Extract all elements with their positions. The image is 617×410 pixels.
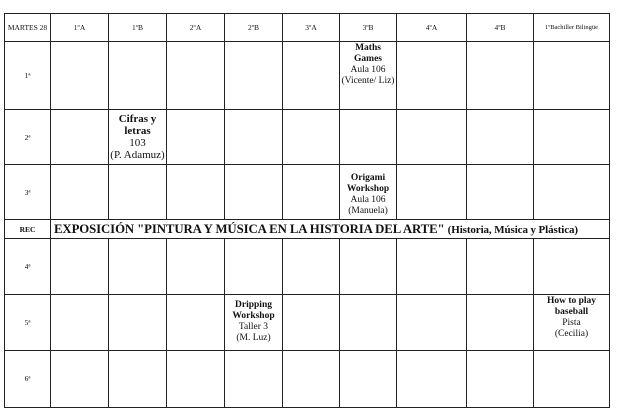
slot [283,110,340,165]
group-header: 3ºA [283,14,340,42]
slot [167,42,225,110]
group-header: 1ºB [109,14,167,42]
slot [51,294,109,350]
slot [534,42,610,110]
slot [467,42,534,110]
slot [283,350,340,407]
event-title: How to play baseball [546,295,597,317]
slot [167,110,225,165]
slot [109,294,167,350]
period-label: 1ª [5,42,51,110]
slot [467,350,534,407]
slot [467,238,534,294]
event-title: Dripping Workshop [232,300,275,322]
period-label: 6ª [5,350,51,407]
group-header: 2ºA [167,14,225,42]
period-label: 2ª [5,110,51,165]
period-label: 5ª [5,294,51,350]
period-row [5,165,610,220]
period-row [5,238,610,294]
group-header: 1ºBachiller Bilingüe [534,14,610,42]
slot [340,294,397,350]
event-location: 103 [129,137,146,150]
slot [534,238,610,294]
slot [397,42,467,110]
slot [109,165,167,220]
slot [397,350,467,407]
event-baseball [534,294,610,350]
event-origami [340,165,397,220]
slot [109,42,167,110]
rec-banner-subjects: (Historia, Música y Plástica) [447,223,578,236]
slot [167,165,225,220]
slot [225,350,283,407]
event-cifras-letras [109,110,167,165]
group-header: 4ºA [397,14,467,42]
slot [225,42,283,110]
slot [467,165,534,220]
period-row [5,294,610,350]
slot [534,350,610,407]
period-label: 3ª [5,165,51,220]
event-maths-games [340,42,397,110]
event-people: (Manuela) [348,206,388,217]
event-location: Aula 106 [350,65,386,76]
slot [397,165,467,220]
rec-banner-main: EXPOSICIÓN "PINTURA Y MÚSICA EN LA HISTORIA DEL ARTE" [54,221,445,236]
slot [51,238,109,294]
slot [283,294,340,350]
period-row [5,42,610,110]
slot [397,238,467,294]
event-title: Cifras y letras [118,113,157,138]
slot [109,238,167,294]
slot [167,294,225,350]
event-people: (P. Adamuz) [110,149,165,162]
period-label: 4ª [5,238,51,294]
timetable [4,13,610,408]
period-row [5,110,610,165]
slot [109,350,167,407]
period-label: REC [5,220,51,238]
group-header: 4ºB [467,14,534,42]
rec-row [5,220,610,238]
slot [51,110,109,165]
group-header: 3ºB [340,14,397,42]
slot [283,238,340,294]
rec-banner [51,220,610,238]
slot [467,110,534,165]
slot [340,110,397,165]
slot [283,42,340,110]
day-header: MARTES 28 [5,14,51,42]
slot [340,238,397,294]
slot [51,350,109,407]
event-people: (Cecilia) [554,328,589,339]
slot [397,110,467,165]
group-header: 1ºA [51,14,109,42]
slot [167,238,225,294]
slot [467,294,534,350]
event-people: (M. Luz) [236,333,271,344]
slot [340,350,397,407]
group-header: 2ºB [225,14,283,42]
event-location: Aula 106 [350,195,386,206]
event-dripping [225,294,283,350]
slot [225,165,283,220]
slot [534,110,610,165]
event-location: Taller 3 [238,322,269,333]
slot [225,110,283,165]
slot [397,294,467,350]
slot [225,238,283,294]
slot [167,350,225,407]
period-row [5,350,610,407]
event-title: Origami Workshop [346,173,390,195]
slot [534,165,610,220]
slot [283,165,340,220]
slot [51,165,109,220]
event-title: Maths Games [354,43,382,65]
header-row [5,14,610,42]
event-location: Pista [562,317,581,328]
event-people: (Vicente/ Liz) [341,76,395,87]
slot [51,42,109,110]
